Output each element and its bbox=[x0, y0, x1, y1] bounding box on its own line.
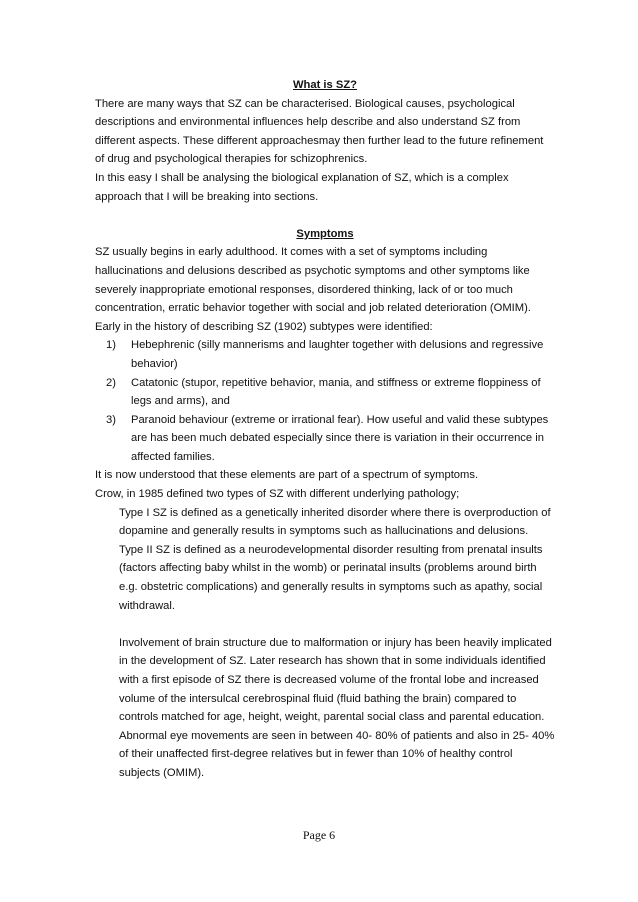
list-item bbox=[95, 411, 555, 467]
list-item-text: Hebephrenic (silly mannerisms and laughter together with delusions and regressive behavior) bbox=[131, 339, 544, 370]
intro-paragraph: There are many ways that SZ can be characterised. Biological causes, psychological descriptions and environmental influences help describe and also understand SZ from different aspects. These different approachesmay then further lead to the future refinement of drug and psychological therapies for schizophrenics. bbox=[95, 97, 544, 166]
list-number: 2) bbox=[106, 376, 116, 389]
symptoms-paragraph: SZ usually begins in early adulthood. It comes with a set of symptoms including hallucinations and delusions described as psychotic symptoms and other symptoms like severely inappropriate emotional responses, disordered thinking, lack of or too much concentration, erratic behavior together with social and job related deterioration (OMIM). bbox=[95, 246, 531, 315]
list-item-text: Paranoid behaviour (extreme or irrational fear). How useful and valid these subtypes are has been much debated especially since there is variation in their occurrence in affected families. bbox=[131, 413, 549, 463]
spectrum-paragraph: It is now understood that these elements are part of a spectrum of symptoms. bbox=[95, 469, 479, 482]
list-number: 3) bbox=[106, 413, 116, 426]
page-number: Page 6 bbox=[302, 828, 336, 842]
section-heading-what-is-sz: What is SZ? bbox=[292, 79, 358, 91]
type-one-paragraph: Type I SZ is defined as a genetically inherited disorder where there is overproduction of dopamine and generally results in symptoms such as hallucinations and delusions. bbox=[119, 506, 551, 538]
section-heading-symptoms: Symptoms bbox=[296, 227, 354, 240]
spacer bbox=[95, 615, 555, 634]
list-item bbox=[95, 374, 555, 411]
intro-paragraph-2: In this easy I shall be analysing the biological explanation of SZ, which is a complex approach that I will be breaking into sections. bbox=[95, 171, 509, 203]
brain-structure-paragraph: Involvement of brain structure due to malformation or injury has been heavily implicated in the development of SZ. Later research has shown that in some individuals identified with a first episode of SZ there is decreased volume of the frontal lobe and increased volume of the intersulcal cerebrospinal fluid (fluid bathing the brain) compared to controls matched for age, height, weight, parental social class and parental education. Abnormal eye movements are seen in between 40- 80% of patients and also in 25- 40% of their unaffected first-degree relatives but in fewer than 10% of healthy control subjects (OMIM). bbox=[119, 636, 555, 779]
subtypes-list bbox=[95, 336, 555, 466]
list-item bbox=[95, 336, 555, 373]
list-item-text: Catatonic (stupor, repetitive behavior, mania, and stiffness or extreme floppiness of legs and arms), and bbox=[131, 376, 541, 408]
crow-paragraph: Crow, in 1985 defined two types of SZ with different underlying pathology; bbox=[95, 488, 460, 501]
document-body bbox=[95, 76, 555, 783]
spacer bbox=[95, 206, 555, 225]
subtypes-intro: Early in the history of describing SZ (1902) subtypes were identified: bbox=[95, 320, 433, 333]
list-number: 1) bbox=[106, 339, 116, 352]
type-two-paragraph: Type II SZ is defined as a neurodevelopmental disorder resulting from prenatal insults (factors affecting baby whilst in the womb) or perinatal insults (problems around birth e.g. obstetric complications) and generally results in symptoms such as apathy, social withdrawal. bbox=[119, 543, 543, 612]
